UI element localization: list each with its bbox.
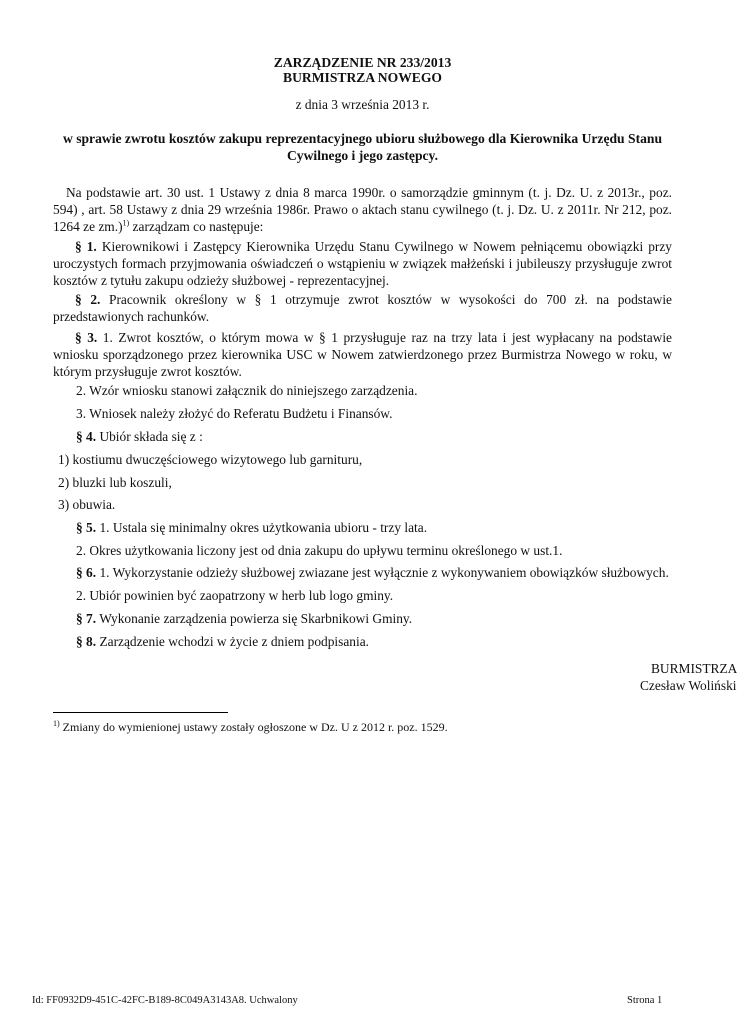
footer-document-id: Id: FF0932D9-451C-42FC-B189-8C049A3143A8. Uchwalony (32, 995, 298, 1006)
section-7-label: § 7. (76, 611, 97, 626)
list-item: 3) obuwia. (58, 497, 116, 512)
section-7-text: Wykonanie zarządzenia powierza się Skarbnikowi Gminy. (96, 611, 413, 626)
list-item: 2) bluzki lub koszuli, (58, 475, 172, 490)
section-3-text: 1. Zwrot kosztów, o którym mowa w § 1 przysługuje raz na trzy lata i jest wypłacany na podstawie wniosku sporządzonego przez kierownika USC w Nowem zatwierdzonego przez Burmistrza Nowego w roku, w którym przysługuje zwrot kosztów. (53, 330, 673, 380)
footnote-separator (53, 712, 228, 713)
document-subject (40, 130, 685, 164)
section-6-text: 1. Wykorzystanie odzieży służbowej zwiazane jest wyłącznie z wykonywaniem obowiązków służbowych. (96, 565, 669, 580)
footnote-reference: 1) (122, 218, 130, 228)
section-8 (76, 633, 369, 650)
signature-name: Czesław Woliński (640, 678, 737, 693)
section-3-point-3: 3. Wniosek należy złożyć do Referatu Budżetu i Finansów. (76, 406, 393, 421)
date-line: z dnia 3 września 2013 r. (295, 97, 430, 112)
section-5-label: § 5. (76, 520, 97, 535)
section-6 (76, 564, 669, 581)
footer-page-number: Strona 1 (627, 995, 663, 1006)
section-7 (76, 610, 412, 627)
section-2 (53, 291, 672, 325)
preamble-tail: zarządzam co następuje: (129, 219, 264, 235)
subject-line-1: w sprawie zwrotu kosztów zakupu reprezentacyjnego ubioru służbowego dla Kierownika Urzędu Stanu (62, 131, 663, 146)
title-line-2: BURMISTRZA NOWEGO (283, 70, 442, 85)
list-item: 1) kostiumu dwuczęściowego wizytowego lub garnituru, (58, 452, 363, 467)
footnote (53, 719, 448, 735)
section-5-text: 1. Ustala się minimalny okres użytkowania ubioru - trzy lata. (96, 520, 428, 535)
signature-title: BURMISTRZA (651, 661, 737, 676)
subject-line-2: Cywilnego i jego zastępcy. (286, 148, 439, 163)
section-4-label: § 4. (76, 429, 97, 444)
section-3-point-2: 2. Wzór wniosku stanowi załącznik do niniejszego zarządzenia. (76, 383, 418, 398)
section-3 (53, 329, 672, 381)
section-1-text: Kierownikowi i Zastępcy Kierownika Urzędu Stanu Cywilnego w Nowem pełniącemu obowiązki przy uroczystych formach przyjmowania oświadczeń o wstąpieniu w związek małżeński i jubileuszy przysługuje zwrot kosztów z tytułu zakupu odzieży służbowej - reprezentacyjnej. (53, 239, 672, 289)
section-5-point-2: 2. Okres użytkowania liczony jest od dnia zakupu do upływu terminu określonego w ust.1. (76, 543, 563, 558)
section-4-text: Ubiór składa się z : (96, 429, 203, 444)
section-8-label: § 8. (76, 634, 97, 649)
section-1-label: § 1. (75, 239, 97, 254)
section-5 (76, 519, 427, 536)
section-1 (53, 238, 672, 290)
section-2-label: § 2. (75, 292, 101, 307)
section-2-text: Pracownik określony w § 1 otrzymuje zwrot kosztów w wysokości do 700 zł. na podstawie przedstawionych rachunków. (53, 292, 672, 325)
title-line-1: ZARZĄDZENIE NR 233/2013 (273, 55, 452, 70)
section-3-label: § 3. (75, 330, 98, 345)
preamble-text: Na podstawie art. 30 ust. 1 Ustawy z dnia 8 marca 1990r. o samorządzie gminnym (t. j. Dz. U. z 2013r., poz. 594) , art. 58 Ustawy z dnia 29 września 1986r. Prawo o aktach stanu cywilnego (t. j. Dz. U. z 2011r. Nr 212, poz. 1264 ze zm.) (53, 185, 672, 235)
footnote-marker: 1) (53, 719, 60, 728)
preamble (53, 184, 672, 236)
document-title (0, 55, 725, 85)
section-6-label: § 6. (76, 565, 97, 580)
section-8-text: Zarządzenie wchodzi w życie z dniem podpisania. (96, 634, 369, 649)
section-6-point-2: 2. Ubiór powinien być zaopatrzony w herb lub logo gminy. (76, 588, 394, 603)
section-4 (76, 428, 203, 445)
footnote-text: Zmiany do wymienionej ustawy zostały ogłoszone w Dz. U z 2012 r. poz. 1529. (59, 720, 448, 734)
